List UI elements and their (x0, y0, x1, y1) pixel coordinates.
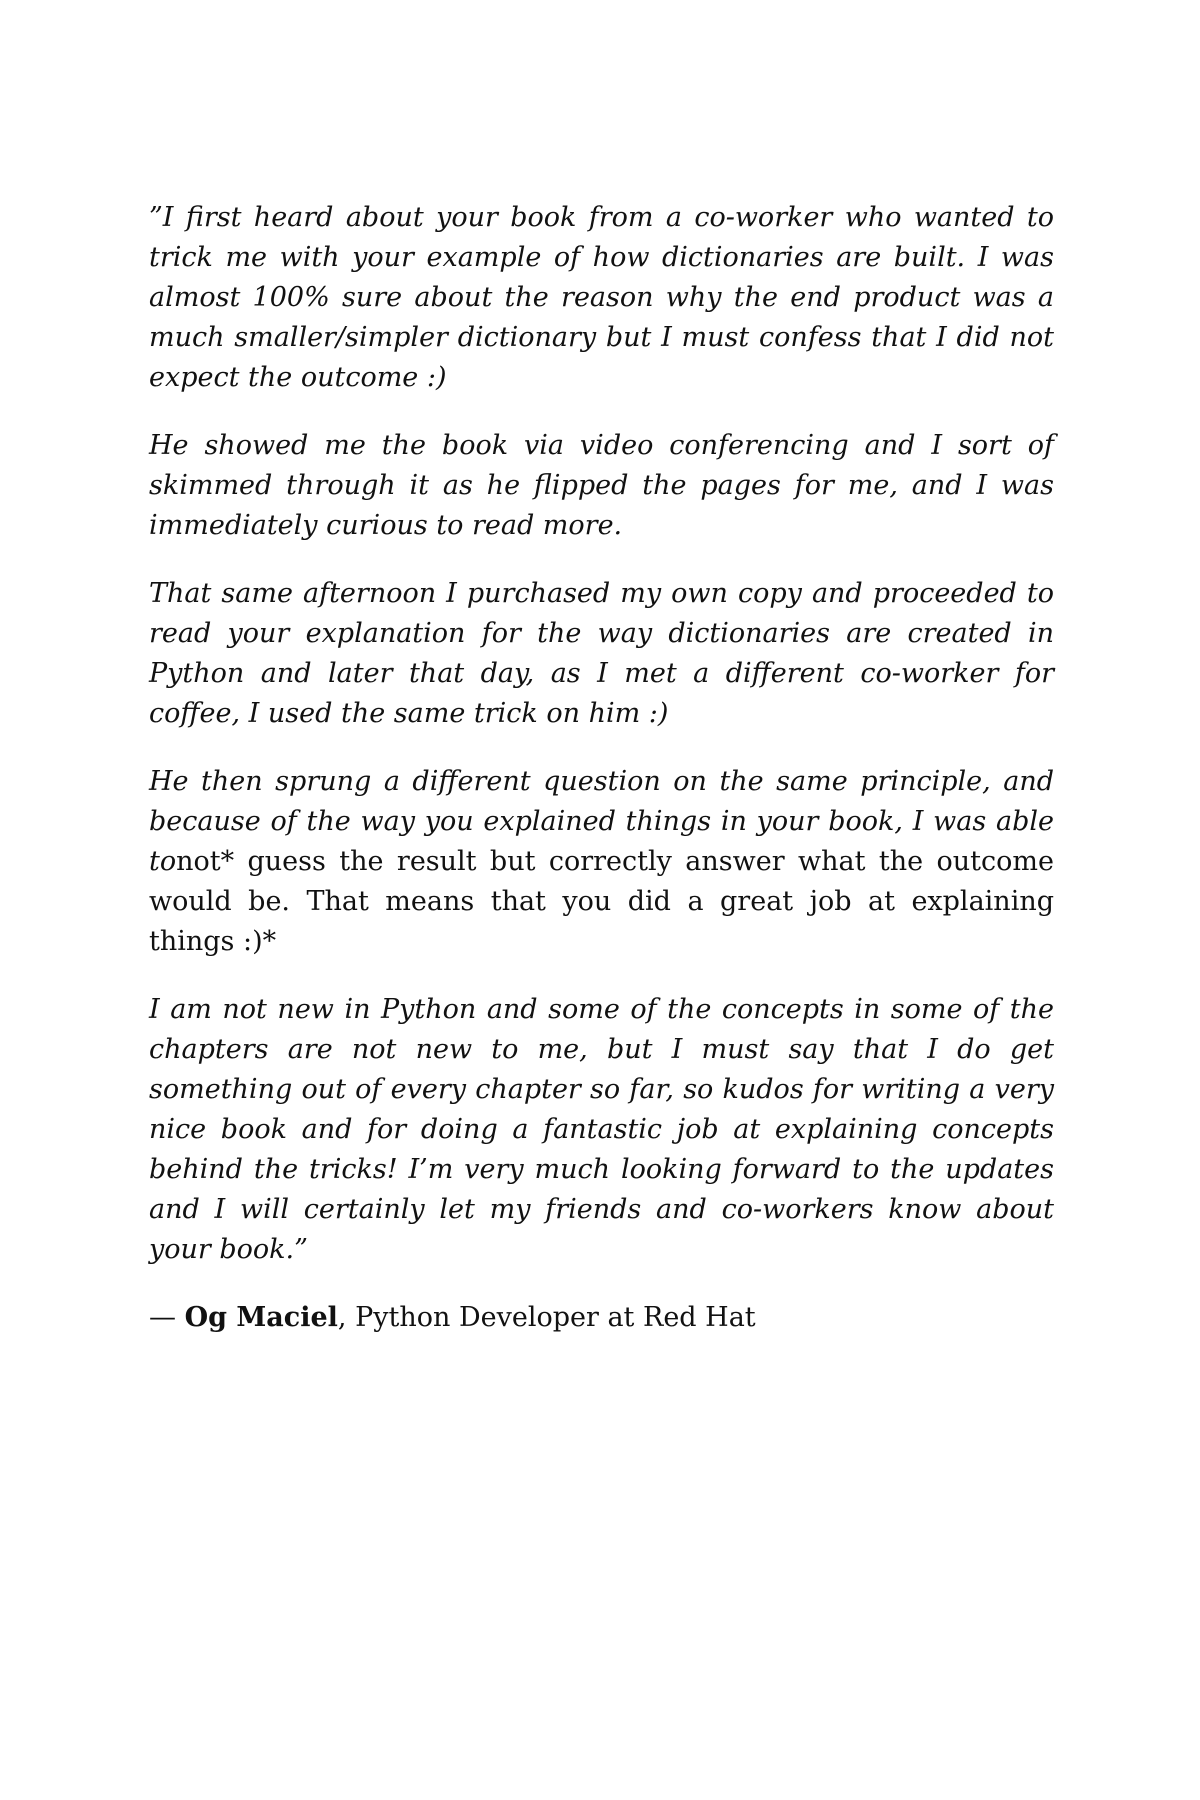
testimonial-paragraph-3: That same afternoon I purchased my own copy and proceeded to read your explanation for the way dictionaries are created in Python and later that day, as I met a different co-worker for coffee, I used the same trick on him :) (149, 578, 1054, 729)
testimonial-paragraph-4 (149, 762, 1054, 962)
paragraph-4-italic-text: He then sprung a different question on the same principle, and because of the way you explained things in your book, I was able to (149, 766, 1054, 877)
testimonial-page (149, 198, 1054, 1366)
attribution-dash: — (149, 1302, 185, 1333)
testimonial-paragraph-2: He showed me the book via video conferencing and I sort of skimmed through it as he flipped the pages for me, and I was immediately curious to read more. (149, 430, 1054, 541)
author-name: Og Maciel (184, 1302, 338, 1333)
testimonial-paragraph-1: ”I first heard about your book from a co-worker who wanted to trick me with your example of how dictionaries are built. I was almost 100% sure about the reason why the end product was a much smaller/simpler dictionary but I must confess that I did not expect the outcome :) (149, 202, 1054, 393)
testimonial-paragraph-5: I am not new in Python and some of the concepts in some of the chapters are not new to me, but I must say that I do get something out of every chapter so far, so kudos for writing a very nice book and for doing a fantastic job at explaining concepts behind the tricks! I’m very much looking forward to the updates and I will certainly let my friends and co-workers know about your book.” (149, 994, 1054, 1265)
paragraph-4-roman-text: not* guess the result but correctly answer what the outcome would be. That means that you did a great job at explaining things :)* (149, 846, 1054, 957)
author-role: , Python Developer at Red Hat (337, 1302, 756, 1333)
attribution-line (149, 1298, 1054, 1338)
